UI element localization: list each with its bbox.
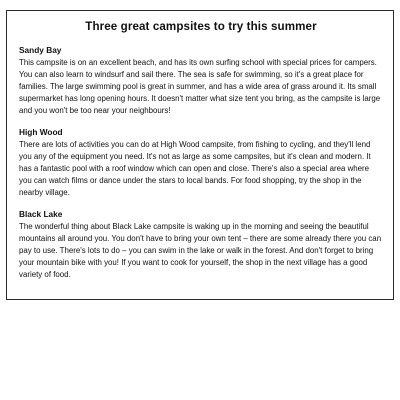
section-sandy-bay: [19, 45, 383, 117]
section-heading: High Wood: [19, 127, 63, 137]
page-title: Three great campsites to try this summer: [85, 20, 317, 33]
section-black-lake: [19, 209, 383, 281]
section-heading: Black Lake: [19, 209, 63, 219]
section-high-wood: [19, 127, 383, 199]
article-frame: [6, 10, 394, 300]
section-body: This campsite is on an excellent beach, and has its own surfing school with special prices for campers. You can also learn to windsurf and sail there. The sea is safe for swimming, so it's a great place for families. The large swimming pool is great in summer, and has a wide area of grass around it. Its small supermarket has long opening hours. It doesn't matter what size tent you bring, as the campsite is large and you won't be too near your neighbours!: [19, 58, 381, 115]
section-body: There are lots of activities you can do at High Wood campsite, from fishing to cycling, and they'll lend you any of the equipment you need. It's not as large as some campsites, but it's clean and modern. It has a fantastic pool with a roof window which can open and close. There's also a special area where you can watch films or dance under the stars to local bands. For food shopping, try the shop in the nearby village.: [19, 140, 371, 197]
section-body: The wonderful thing about Black Lake campsite is waking up in the morning and seeing the beautiful mountains all around you. You don't have to bring your own tent – there are some already there you can pay to use. There's lots to do – you can swim in the lake or walk in the forest. And don't forget to bring your mountain bike with you! If you want to cook for yourself, the shop in the next village has a good variety of food.: [19, 222, 382, 279]
section-heading: Sandy Bay: [19, 45, 62, 55]
